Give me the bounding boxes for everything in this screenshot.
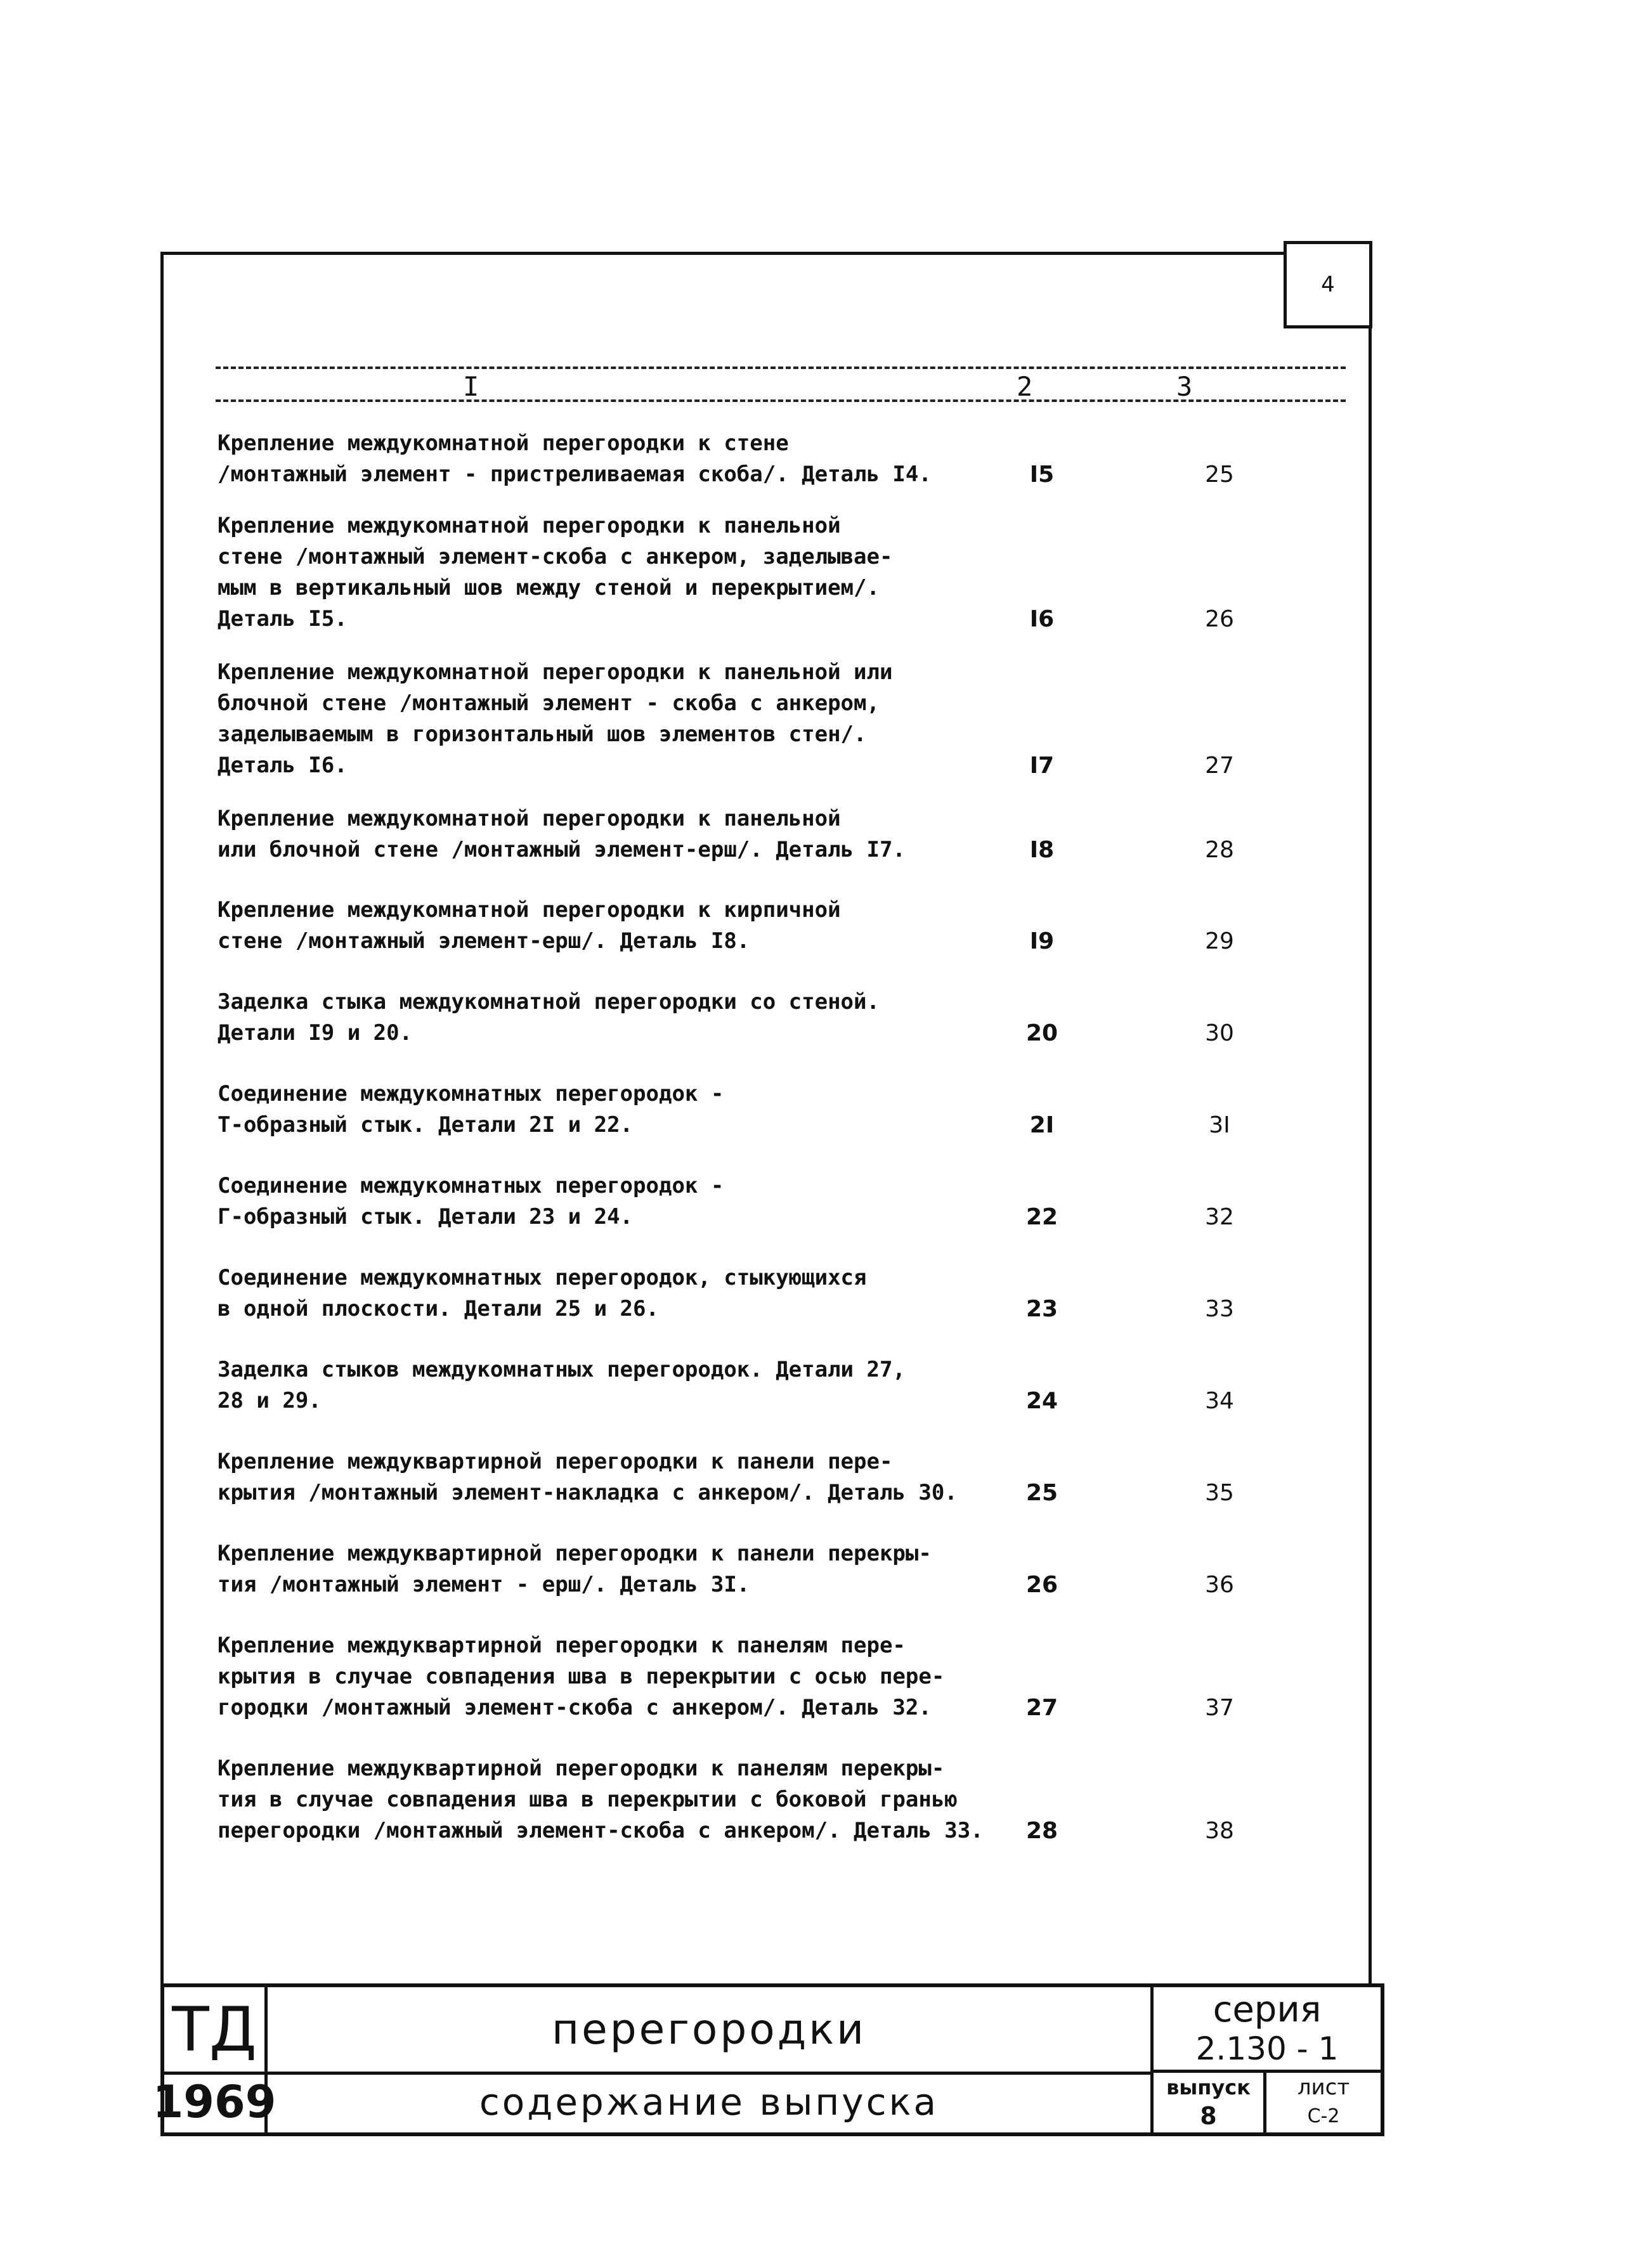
row-col3: 26 [1205, 606, 1234, 632]
row-col3: 36 [1205, 1572, 1234, 1598]
row-col2: 26 [1025, 1572, 1058, 1598]
sheet-number-box [1284, 241, 1372, 328]
row-text: Крепление междукомнатной перегородки к кирпичной стене /монтажный элемент-ерш/. Деталь I8. [218, 897, 841, 954]
sheet-value: С-2 [1307, 2105, 1340, 2127]
list-item [218, 1262, 1359, 1325]
title-block [152, 1983, 1384, 2136]
row-col2: I9 [1029, 928, 1055, 954]
row-text: Соединение междукомнатных перегородок - Г-образный стык. Детали 23 и 24. [218, 1173, 724, 1229]
list-item [218, 1079, 1359, 1141]
row-text: Крепление междукомнатной перегородки к панельной или блочной стене /монтажный элемент-ерш/. Деталь I7. [218, 806, 906, 862]
row-col2: 2I [1029, 1112, 1055, 1138]
row-col3: 33 [1205, 1296, 1234, 1322]
row-col2: 20 [1025, 1020, 1058, 1046]
list-item [218, 428, 1359, 490]
column-header-1: I [463, 371, 479, 402]
list-item [218, 1753, 1359, 1846]
column-header-3: 3 [1176, 371, 1193, 402]
list-item [218, 510, 1359, 635]
org-code: ТД [172, 1994, 257, 2065]
row-col3: 29 [1205, 928, 1234, 954]
row-col2: I8 [1029, 837, 1055, 863]
row-text: Крепление междуквартирной перегородки к панелям пере- крытия в случае совпадения шва в перекрытии с осью пере- городки /монтажный элемент-скоба с анкером/. Деталь 32. [218, 1633, 945, 1720]
row-col2: 25 [1025, 1480, 1058, 1506]
series-value: 2.130 - 1 [1195, 2030, 1339, 2067]
list-item [218, 1538, 1359, 1600]
row-col3: 28 [1205, 837, 1234, 863]
row-text: Крепление междуквартирной перегородки к панелям перекры- тия в случае совпадения шва в перекрытии с боковой гранью перегородки /монтажный элемент-скоба с анкером/. Деталь 33. [218, 1756, 984, 1843]
row-col2: I5 [1029, 462, 1055, 488]
row-col2: 24 [1025, 1388, 1058, 1414]
row-col3: 30 [1205, 1020, 1234, 1046]
row-col3: 34 [1205, 1388, 1234, 1414]
row-col2: I7 [1029, 753, 1055, 779]
row-col2: I6 [1029, 606, 1055, 632]
column-header-2: 2 [1017, 371, 1033, 402]
list-item [218, 803, 1359, 866]
row-text: Крепление междуквартирной перегородки к панели перекры- тия /монтажный элемент - ерш/. Деталь 3I. [218, 1541, 932, 1597]
row-col3: 37 [1205, 1695, 1234, 1721]
list-item [218, 1171, 1359, 1233]
row-col3: 27 [1205, 753, 1234, 779]
sheet-label: лист [1297, 2075, 1350, 2100]
sheet-number: 4 [1321, 272, 1335, 297]
document-subtitle: содержание выпуска [479, 2080, 939, 2124]
row-text: Соединение междукомнатных перегородок, стыкующихся в одной плоскости. Детали 25 и 26. [218, 1265, 867, 1321]
row-col3: 32 [1205, 1204, 1234, 1230]
row-col3: 35 [1205, 1480, 1234, 1506]
list-item [218, 987, 1359, 1049]
list-item [218, 895, 1359, 957]
list-item [218, 657, 1359, 781]
document-title: перегородки [552, 2005, 866, 2054]
row-col2: 27 [1025, 1695, 1058, 1721]
row-col3: 25 [1205, 462, 1234, 488]
series-label: серия [1213, 1988, 1322, 2030]
year: 1969 [152, 2076, 276, 2128]
list-item [218, 1446, 1359, 1508]
issue-label: выпуск [1166, 2075, 1251, 2099]
row-text: Заделка стыков междукомнатных перегородок. Детали 27, 28 и 29. [218, 1357, 906, 1413]
row-col3: 38 [1205, 1818, 1234, 1844]
row-col2: 22 [1025, 1204, 1058, 1230]
issue-value: 8 [1200, 2102, 1217, 2130]
header-rule-top [216, 367, 1346, 369]
row-text: Крепление междукомнатной перегородки к стене /монтажный элемент - пристреливаемая скоба/. Деталь I4. [218, 431, 932, 487]
row-col2: 23 [1025, 1296, 1058, 1322]
list-item [218, 1354, 1359, 1417]
row-col2: 28 [1025, 1818, 1058, 1844]
row-text: Крепление междукомнатной перегородки к панельной или блочной стене /монтажный элемент - скоба с анкером, заделываемым в горизонтальный шов элементов стен/. Деталь I6. [218, 659, 893, 778]
header-rule-bottom [216, 399, 1346, 402]
row-text: Крепление междуквартирной перегородки к панели пере- крытия /монтажный элемент-накладка с анкером/. Деталь 30. [218, 1449, 958, 1505]
list-item [218, 1630, 1359, 1723]
row-text: Заделка стыка междукомнатной перегородки со стеной. Детали I9 и 20. [218, 989, 880, 1046]
row-col3: 3I [1209, 1112, 1230, 1138]
row-text: Соединение междукомнатных перегородок - Т-образный стык. Детали 2I и 22. [218, 1081, 724, 1138]
row-text: Крепление междукомнатной перегородки к панельной стене /монтажный элемент-скоба с анкером, заделывае- мым в вертикальный шов между стеной и перекрытием/. Деталь I5. [218, 513, 893, 632]
